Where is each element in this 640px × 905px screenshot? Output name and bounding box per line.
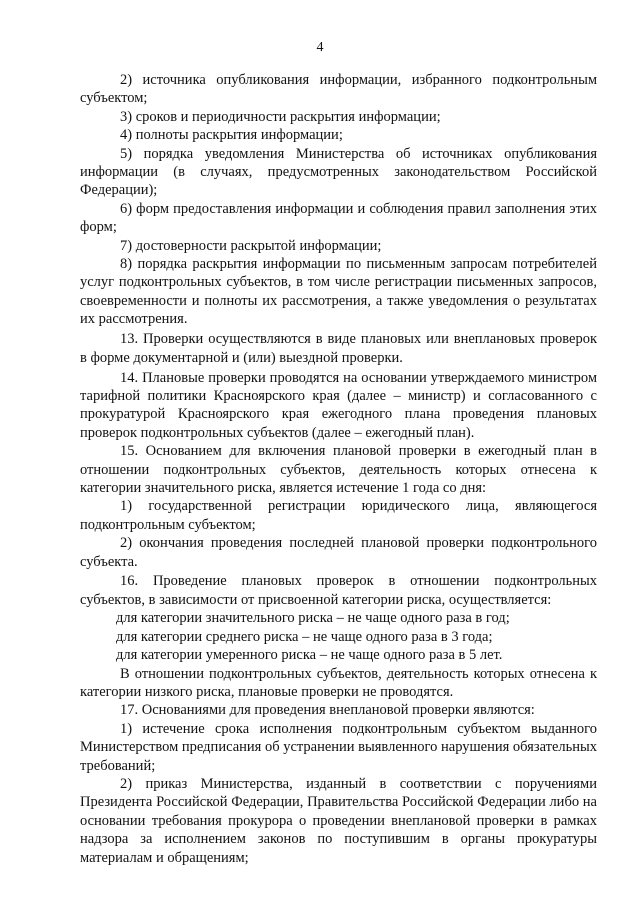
paragraph: 13. Проверки осуществляются в виде плановых или внеплановых проверок в форме документарной и (или) выездной проверки. [80,331,597,366]
risk-line: для категории среднего риска – не чаще одного раза в 3 года; [116,628,493,645]
paragraph: 15. Основанием для включения плановой проверки в ежегодный план в отношении подконтрольных субъектов, деятельность которых отнесена к категории значительного риска, является истечение 1 года со дня: [80,443,597,496]
risk-line: для категории значительного риска – не чаще одного раза в год; [116,610,510,627]
paragraph: 2) источника опубликования информации, избранного подконтрольным субъектом; [80,72,597,107]
paragraph: 1) истечение срока исполнения подконтрольным субъектом выданного Министерством предписания об устранении выявленного нарушения обязательных требований; [80,720,598,774]
paragraph: 6) форм предоставления информации и соблюдения правил заполнения этих форм; [80,200,597,236]
paragraph: 7) достоверности раскрытой информации; [120,237,382,254]
paragraph: 2) окончания проведения последней плановой проверки подконтрольного субъекта. [80,535,597,570]
paragraph: 8) порядка раскрытия информации по письменным запросам потребителей услуг подконтрольных субъектов, в том числе регистрации письменных запросов, своевременности и полноты их рассмотрения, а также уведомления о результатах их рассмотрения. [80,256,597,328]
paragraph: В отношении подконтрольных субъектов, деятельность которых отнесена к категории низкого риска, плановые проверки не проводятся. [80,665,597,700]
page-number: 4 [316,40,324,55]
paragraph: 5) порядка уведомления Министерства об источниках опубликования информации (в случаях, предусмотренных законодательством Российской Федерации); [80,145,597,199]
paragraph: 1) государственной регистрации юридического лица, являющегося подконтрольным субъектом; [80,498,597,533]
paragraph: 4) полноты раскрытия информации; [120,127,343,144]
paragraph: 2) приказ Министерства, изданный в соответствии с поручениями Президента Российской Федерации, Правительства Российской Федерации либо на основании требования прокурора о проведении внеплановой проверки в рамках надзора за исполнением законов по поступившим в органы прокуратуры материалам и обращениям; [80,775,597,866]
document-body [80,71,597,867]
paragraph: 14. Плановые проверки проводятся на основании утверждаемого министром тарифной политики Красноярского края (далее – министр) и согласованного с прокуратурой Красноярского края ежегодного плана проведения плановых проверок подконтрольных субъектов (далее – ежегодный план). [80,369,597,441]
paragraph: 3) сроков и периодичности раскрытия информации; [120,108,441,125]
risk-line: для категории умеренного риска – не чаще одного раза в 5 лет. [116,647,503,664]
paragraph: 16. Проведение плановых проверок в отношении подконтрольных субъектов, в зависимости от присвоенной категории риска, осуществляется: [80,573,597,608]
paragraph: 17. Основаниями для проведения внеплановой проверки являются: [120,702,535,719]
